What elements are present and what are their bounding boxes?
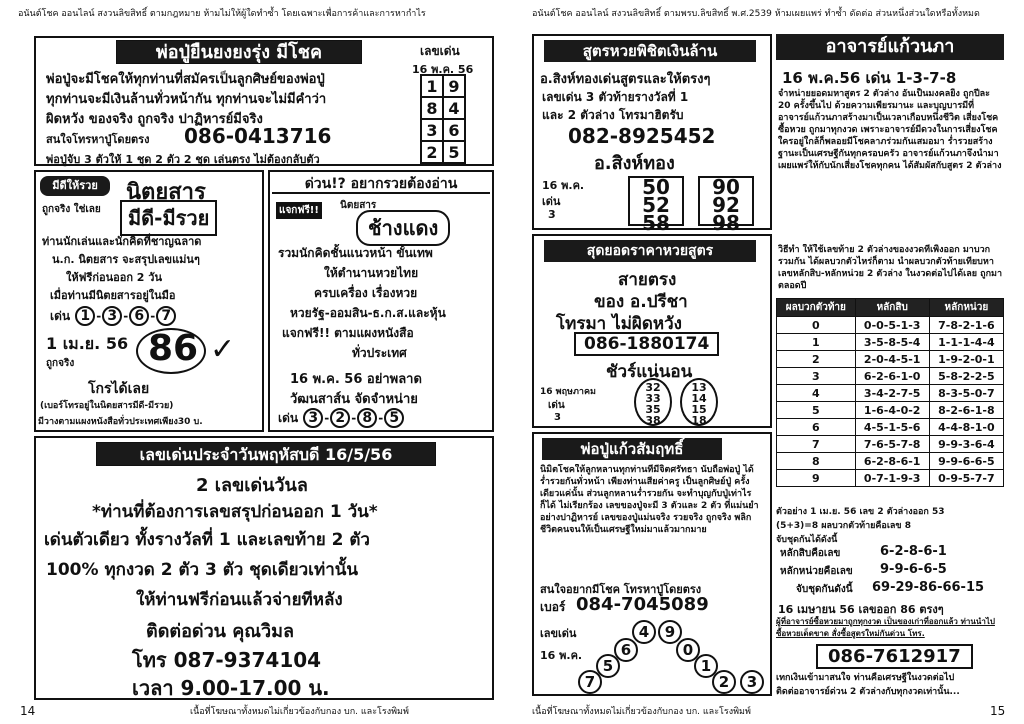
mee-dee-hit-label: ถูกจริง — [46, 358, 75, 369]
kaew-phone-label: เบอร์ — [540, 600, 566, 614]
mee-dee-ad — [34, 170, 264, 432]
kaew-number-circle: 6 — [614, 638, 638, 662]
kaew-banner: พ่อปู่แก้วสัมฤทธิ์ — [542, 438, 722, 460]
example-ten-label: หลักสิบคือเลข — [780, 548, 841, 559]
formula-number: 52 — [642, 193, 670, 217]
kaew-contact: สนใจอยากมีโชค โทรหาปู่โดยตรง — [540, 583, 702, 596]
ajarn-ad — [776, 34, 1004, 696]
table-row — [777, 385, 1004, 402]
grid-cell: 3 — [421, 119, 443, 141]
ajarn-date: 16 พ.ค.56 เด่น 1-3-7-8 — [782, 69, 957, 87]
table-row — [777, 317, 1004, 334]
mee-dee-name: มีดี-มีรวย — [120, 200, 217, 236]
kaew-number-circle: 5 — [596, 654, 620, 678]
kaew-number-circle: 3 — [740, 670, 764, 694]
chang-line3: ครบเครื่อง เรื่องหวย — [314, 286, 418, 300]
por-pu-line4: พ่อปู่จับ 3 ตัวให้ 1 ชุด 2 ตัว 2 ชุด เล่นตรง ไม่ต้องกลับตัว — [46, 153, 320, 166]
formula-play-label: เด่น — [542, 195, 561, 208]
example-note: ผู้ที่อาจารย์ซื้อหวยมาถูกทุกงวด เป็นของเก่าที่ออกแล้ว ท่านนำไปซื้อหวยเด็ดขาด สั่งซื้อสูตรใหม่กันด่วน โทร. — [776, 617, 995, 638]
kaew-number-circle: 7 — [578, 670, 602, 694]
formula-number: 92 — [712, 193, 740, 217]
kaew-text: นิมิตโชคให้ลูกหลานทุกท่านที่มีจิตศรัทธา นับถือพ่อปู่ ได้ร่ำรวยกันทั่วหน้า เพียงท่านเสียค่าครู เป็นลูกศิษย์ปู่ ครั้งเดียวแค่นั้น ส่วนลูกหลานร่ำรวยกัน จะทำบุญกับปู่เท่าไรก็ได้ ไม่เรียกร้อง เลขของปู่จะมี 3 ตัวและ 2 ตัว ที่แม่นยำอย่างปาฏิหารย์ เลขของปู่แม่นจริง รวยจริง ถูกจริง พลิกชีวิตคนจนให้เป็นเศรษฐีใหม่มาแล้วมากมาย — [540, 465, 759, 535]
example-unit-value: 9-9-6-6-5 — [880, 562, 947, 577]
chang-magazine: นิตยสาร — [340, 200, 377, 211]
kaew-phone: 084-7045089 — [576, 594, 709, 615]
formula-line2: เลขเด่น 3 ตัวท้ายรางวัลที่ 1 — [542, 90, 689, 104]
table-row — [777, 402, 1004, 419]
chang-play-label: เด่น — [278, 411, 299, 425]
example-line2: (5+3)=8 ผลบวกตัวท้ายคือเลข 8 — [776, 521, 911, 531]
mee-dee-play-label: เด่น — [50, 309, 71, 323]
formula-banner: สูตรหวยพิชิตเงินล้าน — [544, 40, 756, 62]
number-circle: 7 — [156, 306, 176, 326]
table-cell: 1-6-4-0-2 — [855, 402, 929, 419]
number-circle: 3 — [102, 306, 122, 326]
table-cell: 8-3-5-0-7 — [929, 385, 1003, 402]
example-result: 16 เมษายน 56 เลขออก 86 ตรงๆ — [778, 603, 944, 616]
table-row — [777, 453, 1004, 470]
number-circle: 6 — [129, 306, 149, 326]
thursday-sub: 2 เลขเด่นวันล — [196, 475, 308, 496]
mee-dee-sub: ถูกจริง ใช่เลย — [42, 204, 101, 215]
kaew-number-circle: 4 — [632, 620, 656, 644]
formula-date-label: 16 พ.ค. — [542, 179, 585, 192]
table-cell: 1 — [777, 334, 856, 351]
mee-dee-foot2: มีวางตามแผงหนังสือทั่วประเทศเพียง30 บ. — [38, 417, 203, 427]
example-line1: ตัวอย่าง 1 เม.ย. 56 เลข 2 ตัวล่างออก 53 — [776, 507, 945, 517]
price-number: 32 — [645, 381, 661, 394]
grid-cell: 9 — [443, 75, 465, 97]
table-cell: 8-2-6-1-8 — [929, 402, 1003, 419]
table-cell: 3-5-8-5-4 — [855, 334, 929, 351]
por-pu-number-grid — [420, 74, 466, 164]
ajarn-phone: 086-7612917 — [816, 644, 973, 669]
kaew-number-circle: 2 — [712, 670, 736, 694]
thursday-line3: 100% ทุกงวด 2 ตัว 3 ตัว ชุดเดียวเท่านั้น — [46, 560, 358, 580]
table-cell: 2 — [777, 351, 856, 368]
checkmark-icon: ✓ — [210, 332, 236, 367]
table-header: หลักสิบ — [855, 299, 929, 317]
price-line2: ของ อ.ปรีชา — [594, 292, 688, 312]
formula-name: อ.สิงห์ทอง — [594, 153, 675, 174]
chang-line1: รวมนักคิดชั้นแนวหน้า ขั้นเทพ — [278, 246, 433, 260]
ajarn-banner: อาจารย์แก้วนภา — [776, 34, 1004, 60]
mee-dee-magazine-label: นิตยสาร — [126, 180, 206, 205]
price-number: 14 — [691, 392, 707, 405]
price-three-label: 3 — [554, 412, 561, 423]
kaew-number-circle: 0 — [676, 638, 700, 662]
price-number: 33 — [645, 392, 661, 405]
price-sure: ชัวร์แน่นอน — [606, 362, 693, 382]
table-header: หลักหน่วย — [929, 299, 1003, 317]
formula-left-column — [628, 175, 684, 235]
chang-daeng-ad — [268, 170, 494, 432]
thursday-phone: โทร 087-9374104 — [132, 648, 322, 672]
mee-dee-line1: ท่านนักเล่นและนักคิดที่ชาญฉลาด — [42, 235, 202, 248]
number-circle: 2 — [330, 408, 350, 428]
table-cell: 0-7-1-9-3 — [855, 470, 929, 487]
por-pu-banner: พ่อปู่ยืนยงยงรุ่ง มีโชค — [116, 40, 362, 64]
thursday-contact: ติดต่อด่วน คุณวิมล — [146, 621, 294, 642]
thursday-banner: เลขเด่นประจำวันพฤหัสบดี 16/5/56 — [96, 442, 436, 466]
right-page — [512, 0, 1024, 724]
right-footer: เนื้อที่โฆษณาทั้งหมดไม่เกี่ยวข้องกับกอง บก. และโรงพิมพ์ — [532, 707, 751, 717]
grid-cell: 1 — [421, 75, 443, 97]
por-pu-phone: 086-0413716 — [184, 124, 332, 148]
price-number: 15 — [691, 403, 707, 416]
ajarn-text: จำหน่ายยอดมหาสูตร 2 ตัวล่าง อันเป็นมงคลยิ่ง ถูกปีละ 20 ครั้งขึ้นไป ด้วยความเพียรมานะ และบุญบารมีที่อาจารย์แก้วนภาสร้างมาเป็นเวลาเกือบหนึ่งชีวิต เสี่ยงโชคซื้อหวย ถูกมาทุกงวด เพราะอาจารย์มีดวงในการเสี่ยงโชค ใครอยู่ใกล้ก็พลอยมีโชคลาภร่วมกันเสมอมา ร่ำรวยสร้างฐานะเป็นเศรษฐีกันทุกครอบครัว อาจารย์แก้วนภาจึงนำมาเผยแพร่ให้กับนักเสี่ยงโชคทุกคน ได้สัมผัสกับสูตร 2 ตัวล่าง — [778, 89, 1002, 171]
right-header: อนันต์โชค ออนไลน์ สงวนลิขสิทธิ์ ตามพรบ.ลิขสิทธิ์ พ.ศ.2539 ห้ามเผยแพร่ ทำซ้ำ ดัดต่อ ส่วนหนึ่งส่วนใดหรือทั้งหมด — [532, 9, 980, 19]
formula-right-column — [698, 175, 754, 235]
por-pu-date: 16 พ.ค. 56 — [412, 63, 474, 76]
table-cell: 9-9-3-6-4 — [929, 436, 1003, 453]
price-phone: 086-1880174 — [574, 332, 719, 356]
price-number: 35 — [645, 403, 661, 416]
formula-number: 50 — [642, 175, 670, 199]
mee-dee-badge: มีดีให้รวย — [40, 176, 110, 196]
price-date-label: 16 พฤษภาคม — [540, 387, 596, 397]
number-circle: 3 — [303, 408, 323, 428]
chang-date: 16 พ.ค. 56 อย่าพลาด — [290, 372, 422, 387]
mee-dee-line2: น.ก. นิตยสาร จะสรุปเลขแม่นๆ — [52, 253, 200, 266]
mee-dee-numbers: เด่น 1 - 3 - 6 - 7 — [50, 306, 177, 326]
formula-phone: 082-8925452 — [568, 124, 716, 148]
formula-three-label: 3 — [548, 208, 556, 221]
table-cell: 0-9-5-7-7 — [929, 470, 1003, 487]
formula-number: 98 — [712, 211, 740, 235]
table-header: ผลบวกตัวท้าย — [777, 299, 856, 317]
por-pu-phone-label: สนใจโทรหาปู่โดยตรง — [46, 133, 150, 146]
ajarn-foot2: ติดต่ออาจารย์ด่วน 2 ตัวล่างกับทุกงวดเท่านั้น... — [776, 687, 960, 697]
chang-line4: หวยรัฐ-ออมสิน-ธ.ก.ส.และหุ้น — [290, 306, 446, 320]
table-cell: 1-1-1-4-4 — [929, 334, 1003, 351]
kaew-number-circle: 9 — [658, 620, 682, 644]
left-footer: เนื้อที่โฆษณาทั้งหมดไม่เกี่ยวข้องกับกอง บก. และโรงพิมพ์ — [190, 707, 409, 717]
kaew-play-label: เลขเด่น — [540, 627, 577, 640]
table-cell: 4-5-1-5-6 — [855, 419, 929, 436]
table-cell: 5 — [777, 402, 856, 419]
left-page-number: 14 — [20, 704, 36, 718]
grid-cell: 2 — [421, 141, 443, 163]
mee-dee-date: 1 เม.ย. 56 — [46, 334, 129, 353]
table-row — [777, 334, 1004, 351]
table-cell: 0 — [777, 317, 856, 334]
table-cell: 6-2-6-1-0 — [855, 368, 929, 385]
thursday-line1: *ท่านที่ต้องการเลขสรุปก่อนออก 1 วัน* — [92, 502, 378, 522]
table-cell: 9 — [777, 470, 856, 487]
mee-dee-foot1: (เบอร์โทรอยู่ในนิตยสารมีดี-มีรวย) — [40, 401, 174, 411]
ajarn-foot1: เทกเงินเข้ามาสนใจ ท่านคือเศรษฐีในงวดต่อไป — [776, 673, 955, 683]
price-line1: สายตรง — [618, 270, 677, 290]
thursday-ad — [34, 436, 494, 700]
price-banner: สุดยอดราคาหวยสูตร — [544, 240, 756, 262]
por-pu-label: เลขเด่น — [420, 44, 460, 58]
mee-dee-line3: ให้ฟรีก่อนออก 2 วัน — [66, 271, 162, 284]
chang-banner: ด่วน!? อยากรวยต้องอ่าน — [272, 174, 490, 194]
por-pu-line3: ผิดหวัง ของจริง ถูกจริง ปาฏิหารย์มีจริง — [46, 112, 263, 127]
table-cell: 4-4-8-1-0 — [929, 419, 1003, 436]
table-cell: 1-9-2-0-1 — [929, 351, 1003, 368]
price-play-label: เด่น — [548, 400, 565, 411]
table-cell: 3-4-2-7-5 — [855, 385, 929, 402]
table-cell: 8 — [777, 453, 856, 470]
chang-line5: แจกฟรี!! ตามแผงหนังสือ — [282, 326, 414, 340]
por-pu-line2: ทุกท่านจะมีเงินล้านทั่วหน้ากัน ทุกท่านจะไม่มีคำว่า — [46, 92, 327, 107]
number-circle: 5 — [384, 408, 404, 428]
chang-name: ช้างแดง — [356, 210, 450, 246]
example-line3: จับชุดกันได้ดังนี้ — [776, 535, 838, 545]
grid-cell: 8 — [421, 97, 443, 119]
ajarn-formula-table — [776, 298, 1004, 487]
formula-ad — [532, 34, 772, 235]
chang-free: แจกฟรี!! — [276, 202, 322, 219]
kaew-date: 16 พ.ค. — [540, 649, 583, 662]
table-row — [777, 419, 1004, 436]
mee-dee-hit-number: 86 — [148, 328, 199, 369]
number-circle: 8 — [357, 408, 377, 428]
number-circle: 1 — [75, 306, 95, 326]
ajarn-howto: วิธีทำ ให้ใช้เลขท้าย 2 ตัวล่างของงวดที่เพิ่งออก มาบวกรวมกัน ได้ผลบวกตัวไหร่ก็ตาม นำผลบวกตัวท้ายเทียบหาเลขหลักสิบ-หลักหน่วย 2 ตัวล่าง ในงวดต่อไปได้เลย ถูกมาตลอดปี — [778, 245, 1002, 291]
example-ten-value: 6-2-8-6-1 — [880, 544, 947, 559]
table-cell: 4 — [777, 385, 856, 402]
price-number: 38 — [645, 414, 661, 427]
table-cell: 2-0-4-5-1 — [855, 351, 929, 368]
table-cell: 5-8-2-2-5 — [929, 368, 1003, 385]
left-header: อนันต์โชค ออนไลน์ สงวนลิขสิทธิ์ ตามกฎหมาย ห้ามไม่ให้ผู้ใดทำซ้ำ โดยเฉพาะเพื่อการค้าและการหากำไร — [18, 9, 426, 19]
kaew-samrit-ad — [532, 432, 772, 696]
grid-cell: 5 — [443, 141, 465, 163]
chang-numbers: เด่น 3 - 2 - 8 - 5 — [278, 408, 405, 428]
table-cell: 0-0-5-1-3 — [855, 317, 929, 334]
chang-line2: ให้ตำนานหวยไทย — [324, 266, 419, 280]
table-cell: 7-6-5-7-8 — [855, 436, 929, 453]
chang-distributor: วัฒนสาส์น จัดจำหน่าย — [290, 392, 418, 407]
price-left-oval — [634, 378, 672, 426]
table-cell: 6-2-8-6-1 — [855, 453, 929, 470]
formula-line3: และ 2 ตัวล่าง โทรมาฮิตรับ — [542, 108, 684, 122]
price-line3: โทรมา ไม่ผิดหวัง — [556, 314, 682, 334]
table-cell: 7-8-2-1-6 — [929, 317, 1003, 334]
table-row — [777, 351, 1004, 368]
price-number: 13 — [691, 381, 707, 394]
price-number: 18 — [691, 414, 707, 427]
grid-cell: 4 — [443, 97, 465, 119]
price-ad — [532, 234, 772, 428]
mee-dee-win: โกรได้เลย — [88, 381, 150, 397]
price-right-oval — [680, 378, 718, 426]
table-cell: 3 — [777, 368, 856, 385]
thursday-line4: ให้ท่านฟรีก่อนแล้วจ่ายทีหลัง — [136, 590, 343, 610]
por-pu-line1: พ่อปู่จะมีโชคให้ทุกท่านที่สมัครเป็นลูกศิษย์ของพ่อปู่ — [46, 72, 325, 87]
right-page-number: 15 — [990, 704, 1006, 718]
table-cell: 7 — [777, 436, 856, 453]
thursday-time: เวลา 9.00-17.00 น. — [132, 676, 330, 700]
example-pairs-label: จับชุดกันดังนี้ — [796, 584, 853, 595]
formula-number: 58 — [642, 211, 670, 235]
mee-dee-line4: เมื่อท่านมีนิตยสารอยู่ในมือ — [50, 289, 176, 302]
table-cell: 9-9-6-6-5 — [929, 453, 1003, 470]
example-pairs-value: 69-29-86-66-15 — [872, 580, 985, 595]
formula-line1: อ.สิงห์ทองเด่นสูตรและให้ตรงๆ — [540, 72, 711, 87]
thursday-line2: เด่นตัวเดียว ทั้งรางวัลที่ 1 และเลขท้าย 2 ตัว — [44, 530, 370, 550]
table-row — [777, 470, 1004, 487]
table-row — [777, 368, 1004, 385]
chang-line6: ทั่วประเทศ — [352, 346, 407, 360]
table-row — [777, 436, 1004, 453]
por-pu-ad — [34, 36, 494, 166]
formula-number: 90 — [712, 175, 740, 199]
table-cell: 6 — [777, 419, 856, 436]
example-unit-label: หลักหน่วยคือเลข — [780, 566, 853, 577]
grid-cell: 6 — [443, 119, 465, 141]
kaew-number-circle: 1 — [694, 654, 718, 678]
